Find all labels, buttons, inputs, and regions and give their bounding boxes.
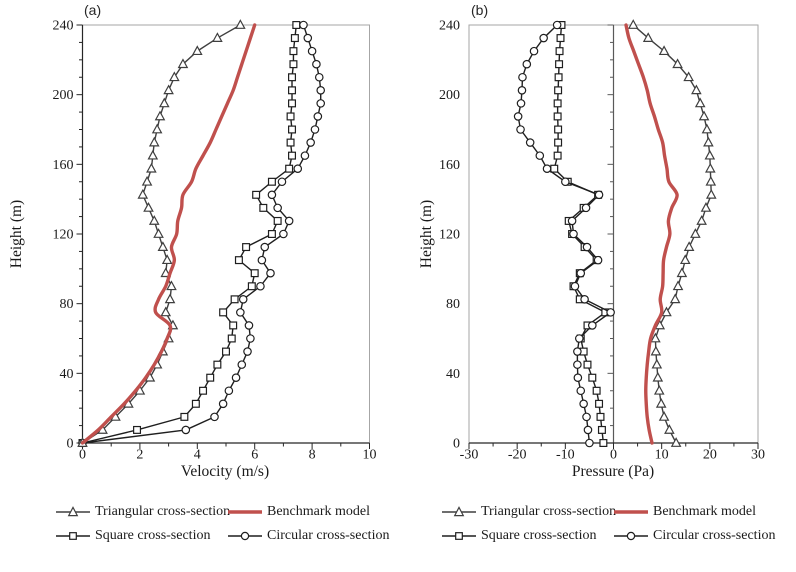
circle-marker — [307, 139, 314, 146]
square-marker — [555, 74, 562, 81]
triangle-marker — [702, 203, 711, 211]
y-tick-label: 160 — [439, 157, 460, 173]
circle-marker — [285, 217, 292, 224]
y-tick-label: 120 — [439, 227, 460, 243]
square-marker — [554, 152, 561, 159]
square-marker — [555, 126, 562, 133]
triangle-marker — [674, 282, 683, 290]
circle-series-sample-icon — [614, 529, 648, 543]
circle-marker — [258, 256, 265, 263]
y-tick-label: 240 — [52, 18, 74, 34]
square-marker — [287, 113, 294, 120]
circle-marker — [247, 335, 254, 342]
x-tick-label: 10 — [362, 447, 377, 463]
triangle-marker — [144, 203, 153, 211]
triangle-marker — [691, 229, 700, 237]
circle-marker — [577, 269, 584, 276]
square-marker — [274, 218, 281, 225]
square-marker — [597, 413, 604, 420]
legend-item-benchmark — [614, 501, 775, 523]
triangle-marker — [692, 86, 701, 94]
circle-marker — [519, 74, 526, 81]
circle-marker — [530, 47, 537, 54]
y-tick-label: 160 — [52, 157, 74, 173]
series-square-cross-section — [79, 22, 300, 447]
circle-marker — [576, 335, 583, 342]
triangle-marker — [156, 112, 165, 120]
circle-marker — [225, 387, 232, 394]
triangle-marker — [147, 164, 156, 172]
x-tick-label: -20 — [507, 447, 527, 463]
y-tick-label: 80 — [446, 297, 460, 313]
square-marker — [269, 178, 276, 185]
square-marker — [286, 165, 293, 172]
legend-label: Square cross-section — [481, 528, 597, 543]
panel-a-label: (a) — [84, 2, 102, 18]
triangle-marker — [161, 308, 170, 316]
square-marker — [200, 387, 207, 394]
circle-marker — [304, 34, 311, 41]
legend-item-triangular — [442, 501, 617, 523]
square-marker — [551, 165, 558, 172]
circle-marker — [584, 426, 591, 433]
circle-marker — [517, 126, 524, 133]
square-marker — [251, 270, 258, 277]
triangle-marker — [707, 190, 716, 198]
circle-marker — [586, 439, 593, 446]
y-tick-label: 240 — [439, 18, 460, 34]
series-circular-cross-section — [79, 21, 325, 446]
series-triangular-cross-section — [78, 20, 244, 446]
square-marker — [596, 400, 603, 407]
y-tick-label: 120 — [52, 227, 74, 243]
square-marker — [293, 22, 300, 29]
triangle-marker — [150, 216, 159, 224]
circle-marker — [280, 230, 287, 237]
circle-marker — [583, 413, 590, 420]
triangle-marker — [159, 242, 168, 250]
triangle-marker — [193, 47, 202, 55]
panel-a-plot — [53, 19, 377, 463]
circle-marker — [574, 348, 581, 355]
triangle-marker — [700, 112, 709, 120]
circle-marker — [211, 413, 218, 420]
square-marker — [248, 283, 255, 290]
square-marker — [584, 361, 591, 368]
x-tick-label: -10 — [555, 447, 575, 463]
square-marker — [289, 87, 296, 94]
panel-a-y-axis-title: Height (m) — [8, 199, 25, 269]
y-tick-label: 40 — [446, 366, 460, 382]
x-tick-label: 0 — [610, 447, 617, 463]
square-series-sample-icon — [56, 529, 90, 543]
square-marker — [207, 374, 214, 381]
circle-marker — [267, 269, 274, 276]
square-marker — [555, 87, 562, 94]
circle-marker — [240, 296, 247, 303]
panel-b-x-axis-title: Pressure (Pa) — [571, 463, 655, 480]
square-marker — [556, 61, 563, 68]
circle-marker — [316, 74, 323, 81]
circle-marker — [300, 21, 307, 28]
circle-marker — [607, 309, 614, 316]
triangle-marker — [665, 425, 674, 433]
square-marker — [600, 440, 607, 447]
square-marker — [290, 61, 297, 68]
triangle-marker — [652, 347, 661, 355]
benchmark-line-sample-icon — [614, 505, 648, 519]
circle-marker — [261, 243, 268, 250]
square-marker — [192, 400, 199, 407]
circle-marker — [518, 87, 525, 94]
x-tick-label: 4 — [193, 447, 201, 463]
y-tick-label: 40 — [59, 366, 74, 382]
triangle-marker — [153, 125, 162, 133]
legend-item-circular — [228, 525, 389, 547]
circle-marker — [245, 322, 252, 329]
triangle-marker — [660, 47, 669, 55]
circle-marker — [589, 322, 596, 329]
circle-marker — [574, 361, 581, 368]
legend-item-circular — [614, 525, 775, 547]
triangle-marker — [703, 125, 712, 133]
circle-marker — [238, 361, 245, 368]
circle-marker — [571, 283, 578, 290]
x-tick-label: 2 — [136, 447, 144, 463]
triangle-marker — [654, 373, 663, 381]
y-tick-label: 200 — [52, 88, 74, 104]
series-triangular-cross-section — [629, 20, 716, 446]
circle-marker — [308, 47, 315, 54]
triangle-marker — [704, 138, 713, 146]
square-marker — [231, 296, 238, 303]
square-marker — [223, 348, 230, 355]
triangle-marker — [629, 20, 638, 28]
square-marker — [214, 361, 221, 368]
square-marker — [289, 126, 296, 133]
square-marker — [236, 257, 243, 264]
triangle-marker — [138, 190, 147, 198]
panel-a-legend — [56, 501, 389, 547]
circle-marker — [595, 191, 602, 198]
triangle-marker — [166, 295, 175, 303]
circle-marker — [294, 165, 301, 172]
circle-marker — [570, 230, 577, 237]
square-marker — [589, 374, 596, 381]
benchmark-line-sample-icon — [228, 505, 262, 519]
circle-marker — [311, 126, 318, 133]
triangle-marker — [164, 86, 173, 94]
circle-marker — [543, 165, 550, 172]
legend-label: Circular cross-section — [267, 528, 390, 543]
square-marker — [228, 335, 235, 342]
circle-marker — [523, 60, 530, 67]
circle-marker — [313, 60, 320, 67]
x-tick-label: 6 — [251, 447, 259, 463]
circle-marker — [514, 113, 521, 120]
circle-marker — [577, 387, 584, 394]
square-marker — [134, 427, 141, 434]
triangle-marker — [655, 386, 664, 394]
triangle-marker — [671, 295, 680, 303]
square-marker — [253, 191, 260, 198]
square-marker — [220, 309, 227, 316]
legend-item-benchmark — [228, 501, 389, 523]
square-marker — [287, 139, 294, 146]
triangle-marker — [154, 229, 163, 237]
square-marker — [289, 100, 296, 107]
square-marker — [557, 35, 564, 42]
circle-marker — [553, 21, 560, 28]
triangle-marker — [685, 242, 694, 250]
triangle-marker — [160, 99, 169, 107]
x-tick-label: 0 — [79, 447, 86, 463]
triangle-marker — [697, 216, 706, 224]
series-benchmark-model — [626, 25, 677, 443]
x-tick-label: -30 — [459, 447, 479, 463]
series-line — [518, 25, 610, 443]
plot-frame — [83, 25, 370, 443]
circle-marker — [301, 152, 308, 159]
circle-marker — [517, 100, 524, 107]
circle-marker — [244, 348, 251, 355]
circle-marker — [317, 100, 324, 107]
triangle-marker — [236, 20, 245, 28]
x-tick-label: 20 — [702, 447, 717, 463]
y-tick-label: 0 — [66, 436, 74, 452]
triangle-marker — [672, 438, 681, 446]
circle-marker — [268, 191, 275, 198]
x-tick-label: 8 — [308, 447, 316, 463]
square-marker — [554, 100, 561, 107]
square-marker — [269, 231, 276, 238]
circle-marker — [314, 113, 321, 120]
triangle-marker — [213, 33, 222, 41]
triangle-series-sample-icon — [442, 505, 476, 519]
square-marker — [593, 387, 600, 394]
legend-label: Circular cross-section — [653, 528, 776, 543]
circle-marker — [278, 178, 285, 185]
panel-b-legend — [442, 501, 775, 547]
square-marker — [556, 48, 563, 55]
legend-item-triangular — [56, 501, 231, 523]
circle-marker — [257, 283, 264, 290]
panel-b-y-axis-title: Height (m) — [418, 199, 435, 269]
square-marker — [289, 74, 296, 81]
circle-marker — [568, 217, 575, 224]
triangle-marker — [163, 256, 172, 264]
circle-marker — [317, 87, 324, 94]
circle-marker — [274, 204, 281, 211]
legend-label: Benchmark model — [267, 504, 371, 519]
triangle-marker — [149, 151, 158, 159]
square-marker — [554, 113, 561, 120]
legend-item-square — [56, 525, 228, 547]
square-marker — [243, 244, 250, 251]
legend-label: Triangular cross-section — [481, 504, 617, 519]
circle-marker — [232, 374, 239, 381]
triangle-marker — [150, 138, 159, 146]
panel-b-label: (b) — [471, 2, 489, 18]
triangle-marker — [681, 256, 690, 264]
circle-marker — [219, 400, 226, 407]
circle-marker — [526, 139, 533, 146]
square-marker — [181, 413, 188, 420]
circle-marker — [237, 309, 244, 316]
panel-b-plot — [439, 19, 765, 463]
y-tick-label: 80 — [59, 297, 74, 313]
square-marker — [289, 152, 296, 159]
y-tick-label: 0 — [453, 436, 460, 452]
legend-label: Benchmark model — [653, 504, 757, 519]
circle-marker — [182, 426, 189, 433]
circle-marker — [583, 243, 590, 250]
x-tick-label: 10 — [654, 447, 669, 463]
triangle-marker — [696, 99, 705, 107]
series-square-cross-section — [551, 22, 609, 447]
triangle-marker — [657, 399, 666, 407]
square-marker — [599, 427, 606, 434]
square-series-sample-icon — [442, 529, 476, 543]
circle-marker — [594, 256, 601, 263]
square-marker — [291, 35, 298, 42]
circle-marker — [574, 374, 581, 381]
triangle-marker — [707, 177, 716, 185]
triangle-marker — [706, 164, 715, 172]
triangle-series-sample-icon — [56, 505, 90, 519]
triangle-marker — [660, 412, 669, 420]
circle-marker — [562, 178, 569, 185]
legend-item-square — [442, 525, 614, 547]
circle-marker — [536, 152, 543, 159]
legend-label: Square cross-section — [95, 528, 211, 543]
square-marker — [260, 204, 267, 211]
square-marker — [555, 139, 562, 146]
series-circular-cross-section — [514, 21, 614, 446]
square-marker — [290, 48, 297, 55]
circle-marker — [582, 204, 589, 211]
square-marker — [230, 322, 237, 329]
series-line — [83, 25, 297, 443]
triangle-marker — [143, 177, 152, 185]
y-tick-label: 200 — [439, 88, 460, 104]
x-tick-label: 30 — [751, 447, 765, 463]
legend-label: Triangular cross-section — [95, 504, 231, 519]
panel-a-x-axis-title: Velocity (m/s) — [180, 463, 270, 480]
triangle-marker — [653, 360, 662, 368]
circle-series-sample-icon — [228, 529, 262, 543]
circle-marker — [581, 296, 588, 303]
circle-marker — [580, 400, 587, 407]
circle-marker — [540, 34, 547, 41]
triangle-marker — [706, 151, 715, 159]
triangle-marker — [678, 269, 687, 277]
benchmark-line — [626, 25, 677, 443]
